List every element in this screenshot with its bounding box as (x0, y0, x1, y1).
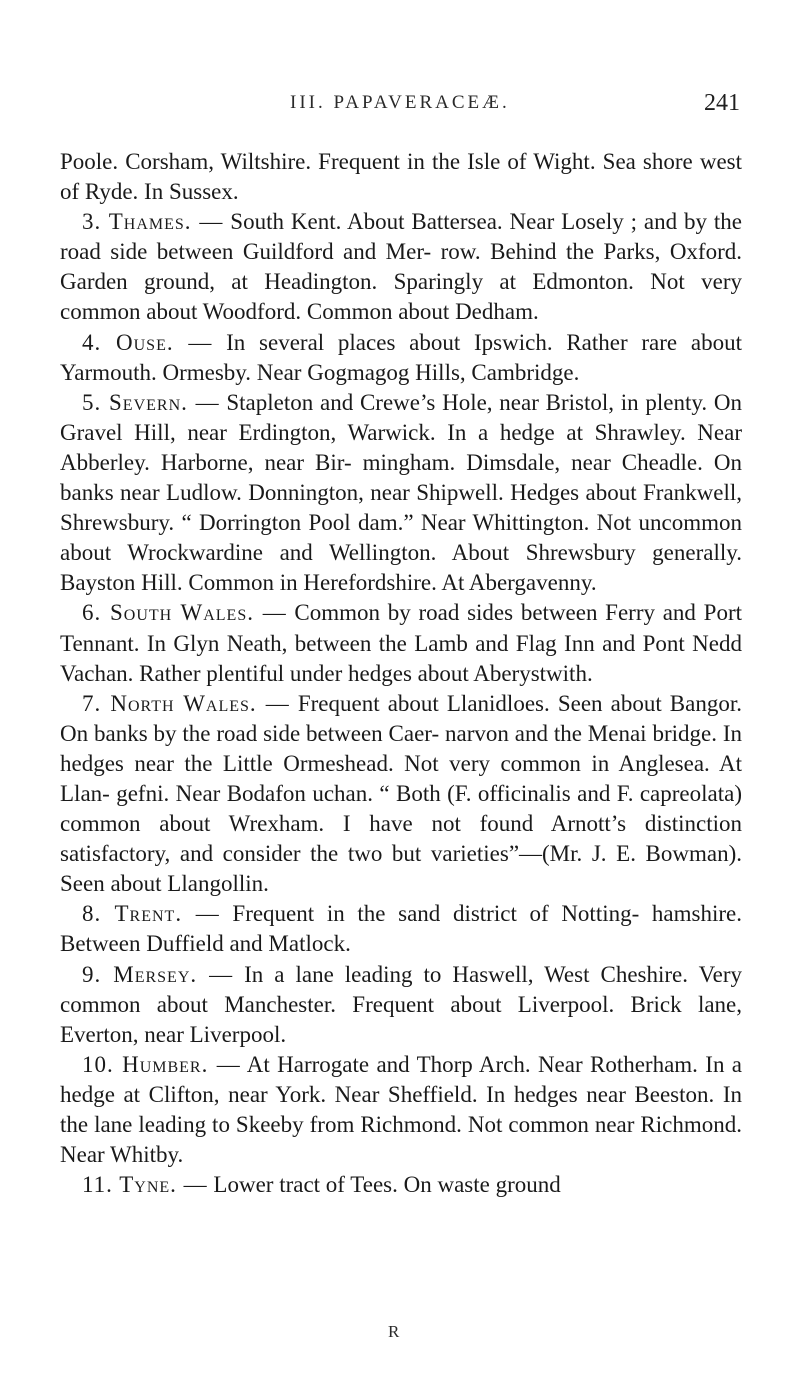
district-label: 4. Ouse. — (82, 329, 213, 355)
paragraph-tyne (60, 1170, 742, 1200)
paragraph-text: Common by road sides between Ferry and Port Tennant. In Glyn Neath, between the Lamb and Flag Inn and Pont Nedd Vachan. Rather plentiful under hedges about Aberystwith. (60, 600, 742, 686)
paragraph-thames (60, 207, 742, 327)
paragraph-south-wales (60, 598, 742, 688)
district-label: 7. North Wales. — (82, 690, 290, 716)
paragraph-text: Frequent about Llanidloes. Seen about Bangor. On banks by the road side between Caer- narvon and the Menai bridge. In hedges near the Little Ormeshead. Not very common in Anglesea. At Llan- gefni. Near Bodafon uchan. “ Both (F. officinalis and F. capreolata) common about Wrexham. I have not found Arnott’s distinction satisfactory, and consider the two but varieties”—(Mr. J. E. Bowman). Seen about Llangollin. (60, 690, 742, 897)
page-header (60, 92, 740, 128)
paragraph-text: Poole. Corsham, Wiltshire. Frequent in the Isle of Wight. Sea shore west of Ryde. In Sussex. (60, 149, 742, 205)
paragraph-north-wales (60, 689, 742, 900)
district-label: 8. Trent. — (82, 901, 220, 927)
paragraph-humber (60, 1050, 742, 1170)
paragraph-text: In several places about Ipswich. Rather rare about Yarmouth. Ormesby. Near Gogmagog Hills, Cambridge. (60, 329, 742, 385)
signature-mark: R (388, 1322, 400, 1341)
page-number: 241 (704, 90, 740, 116)
district-label: 9. Mersey. — (82, 961, 234, 987)
paragraph-text: In a lane leading to Haswell, West Cheshire. Very common about Manchester. Frequent about Liverpool. Brick lane, Everton, near Liverpool. (60, 961, 743, 1047)
paragraph-text: At Harrogate and Thorp Arch. Near Rotherham. In a hedge at Clifton, near York. Near Sheffield. In hedges near Beeston. In the lane leading to Skeeby from Richmond. Not common near Richmond. Near Whitby. (60, 1051, 742, 1168)
paragraph-text: Frequent in the sand district of Notting- hamshire. Between Duffield and Matlock. (60, 901, 742, 957)
district-label: 6. South Wales. — (82, 600, 287, 626)
running-head: III. PAPAVERACEÆ. (290, 92, 510, 113)
paragraph-severn (60, 388, 742, 599)
district-label: 11. Tyne. — (82, 1172, 208, 1198)
paragraph-continuation (60, 147, 742, 207)
paragraph-trent (60, 899, 742, 959)
district-label: 3. Thames. — (82, 209, 224, 235)
district-label: 10. Humber. — (82, 1051, 241, 1077)
paragraph-mersey (60, 960, 742, 1050)
body-text (60, 147, 742, 1200)
paragraph-text: South Kent. About Battersea. Near Losely ; and by the road side between Guildford and Mer- row. Behind the Parks, Oxford. Garden ground, at Headington. Sparingly at Edmonton. Not very common about Woodford. Common about Dedham. (60, 209, 742, 325)
paragraph-text: Stapleton and Crewe’s Hole, near Bristol, in plenty. On Gravel Hill, near Erdington, Warwick. In a hedge at Shrawley. Near Abberley. Harborne, near Bir- mingham. Dimsdale, near Cheadle. On banks near Ludlow. Donnington, near Shipwell. Hedges about Frankwell, Shrewsbury. “ Dorrington Pool dam.” Near Whittington. Not uncommon about Wrockwardine and Wellington. About Shrewsbury generally. Bayston Hill. Common in Herefordshire. At Abergavenny. (60, 389, 742, 596)
paragraph-ouse (60, 328, 742, 388)
paragraph-text: Lower tract of Tees. On waste ground (207, 1172, 561, 1198)
district-label: 5. Severn. — (82, 389, 220, 415)
